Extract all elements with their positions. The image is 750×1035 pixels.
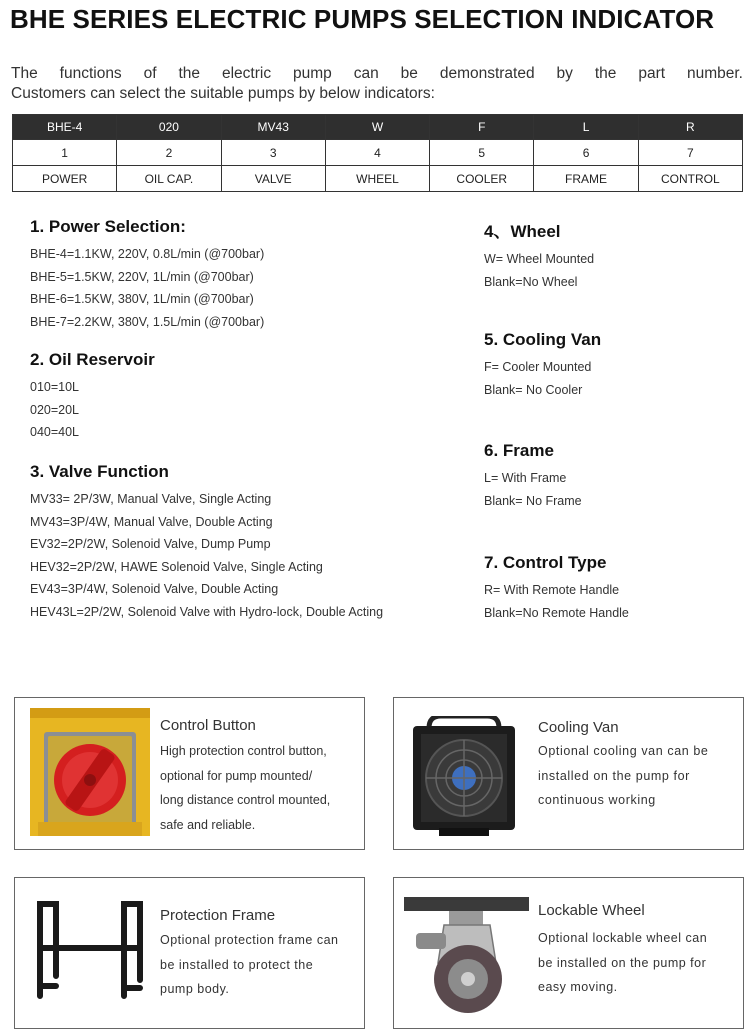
label-cell: POWER [13,166,117,192]
list-item: MV43=3P/4W, Manual Valve, Double Acting [30,514,273,529]
list-item: BHE-4=1.1KW, 220V, 0.8L/min (@700bar) [30,247,265,261]
card-desc-line: safe and reliable. [160,817,256,832]
list-item: Blank= No Frame [484,493,582,508]
card-desc-line: continuous working [538,793,656,807]
number-cell: 6 [534,140,638,166]
section-heading: 4、Wheel [484,222,561,241]
card-description [160,739,330,837]
page-title: BHE SERIES ELECTRIC PUMPS SELECTION INDICATOR [10,4,715,34]
list-item: 020=20L [30,402,80,417]
number-cell: 7 [638,140,742,166]
code-cell: L [534,115,638,140]
code-cell: MV43 [221,115,325,140]
oil-reservoir-section [30,350,155,444]
control-button-image [30,708,150,836]
list-item: EV32=2P/2W, Solenoid Valve, Dump Pump [30,537,271,551]
intro-line-1: The functions of the electric pump can be demonstrated by the part number. [11,65,743,82]
label-cell: OIL CAP. [117,166,221,192]
section-heading: 7. Control Type [484,553,607,572]
card-description [538,739,708,813]
card-title: Protection Frame [160,907,276,924]
list-item: Blank= No Cooler [484,382,583,397]
card-desc-line: Optional protection frame can [160,933,339,947]
card-desc-line: easy moving. [538,980,618,994]
lockable-wheel-card [393,877,744,1029]
section-heading: 2. Oil Reservoir [30,350,155,369]
number-cell: 1 [13,140,117,166]
label-cell: FRAME [534,166,638,192]
card-description [538,926,707,1000]
list-item: BHE-6=1.5KW, 380V, 1L/min (@700bar) [30,292,254,306]
list-item: EV43=3P/4W, Solenoid Valve, Double Acting [30,582,279,596]
label-cell: COOLER [430,166,534,192]
power-selection-section [30,217,264,333]
intro-text [11,64,743,104]
section-heading: 1. Power Selection: [30,217,186,236]
section-heading: 5. Cooling Van [484,330,602,349]
section-heading: 3. Valve Function [30,462,169,481]
label-cell: CONTROL [638,166,742,192]
protection-frame-image [30,896,150,1008]
valve-function-section [30,462,383,623]
list-item: 010=10L [30,380,80,394]
cooling-van-section [484,330,601,401]
number-cell: 5 [430,140,534,166]
list-item: HEV32=2P/2W, HAWE Solenoid Valve, Single Acting [30,559,323,574]
card-description [160,928,338,1002]
code-cell: R [638,115,742,140]
lockable-wheel-image [404,893,529,1018]
cooling-van-card [393,697,744,850]
list-item: F= Cooler Mounted [484,360,592,374]
list-item: Blank=No Remote Handle [484,605,629,620]
label-row [13,166,743,192]
list-item: L= With Frame [484,471,567,485]
list-item: 040=40L [30,425,80,439]
card-desc-line: High protection control button, [160,744,327,758]
code-cell: 020 [117,115,221,140]
list-item: W= Wheel Mounted [484,252,595,266]
control-button-card [14,697,365,850]
card-desc-line: Optional lockable wheel can [538,931,708,945]
code-row [13,115,743,140]
code-cell: F [430,115,534,140]
list-item: Blank=No Wheel [484,274,578,289]
label-cell: WHEEL [325,166,429,192]
list-item: MV33= 2P/3W, Manual Valve, Single Acting [30,492,272,506]
protection-frame-card [14,877,365,1029]
card-desc-line: Optional cooling van can be [538,744,709,758]
number-cell: 2 [117,140,221,166]
card-desc-line: pump body. [160,982,230,996]
list-item: R= With Remote Handle [484,583,620,597]
card-title: Lockable Wheel [538,902,645,919]
card-title: Control Button [160,717,256,734]
card-desc-line: installed on the pump for [538,768,690,783]
section-heading: 6. Frame [484,441,554,460]
wheel-section [484,217,594,293]
intro-line-2: Customers can select the suitable pumps by below indicators: [11,85,435,102]
frame-section [484,441,582,512]
code-cell: BHE-4 [13,115,117,140]
card-desc-line: be installed to protect the [160,957,314,972]
list-item: BHE-5=1.5KW, 220V, 1L/min (@700bar) [30,269,254,284]
label-cell: VALVE [221,166,325,192]
list-item: HEV43L=2P/2W, Solenoid Valve with Hydro-lock, Double Acting [30,604,384,619]
number-cell: 3 [221,140,325,166]
list-item: BHE-7=2.2KW, 380V, 1.5L/min (@700bar) [30,314,265,329]
part-number-table [12,114,743,192]
card-desc-line: long distance control mounted, [160,793,331,807]
control-type-section [484,553,629,624]
card-title: Cooling Van [538,719,619,736]
card-desc-line: be installed on the pump for [538,955,707,970]
code-cell: W [325,115,429,140]
cooling-fan-image [399,716,529,838]
card-desc-line: optional for pump mounted/ [160,768,313,783]
number-row [13,140,743,166]
number-cell: 4 [325,140,429,166]
